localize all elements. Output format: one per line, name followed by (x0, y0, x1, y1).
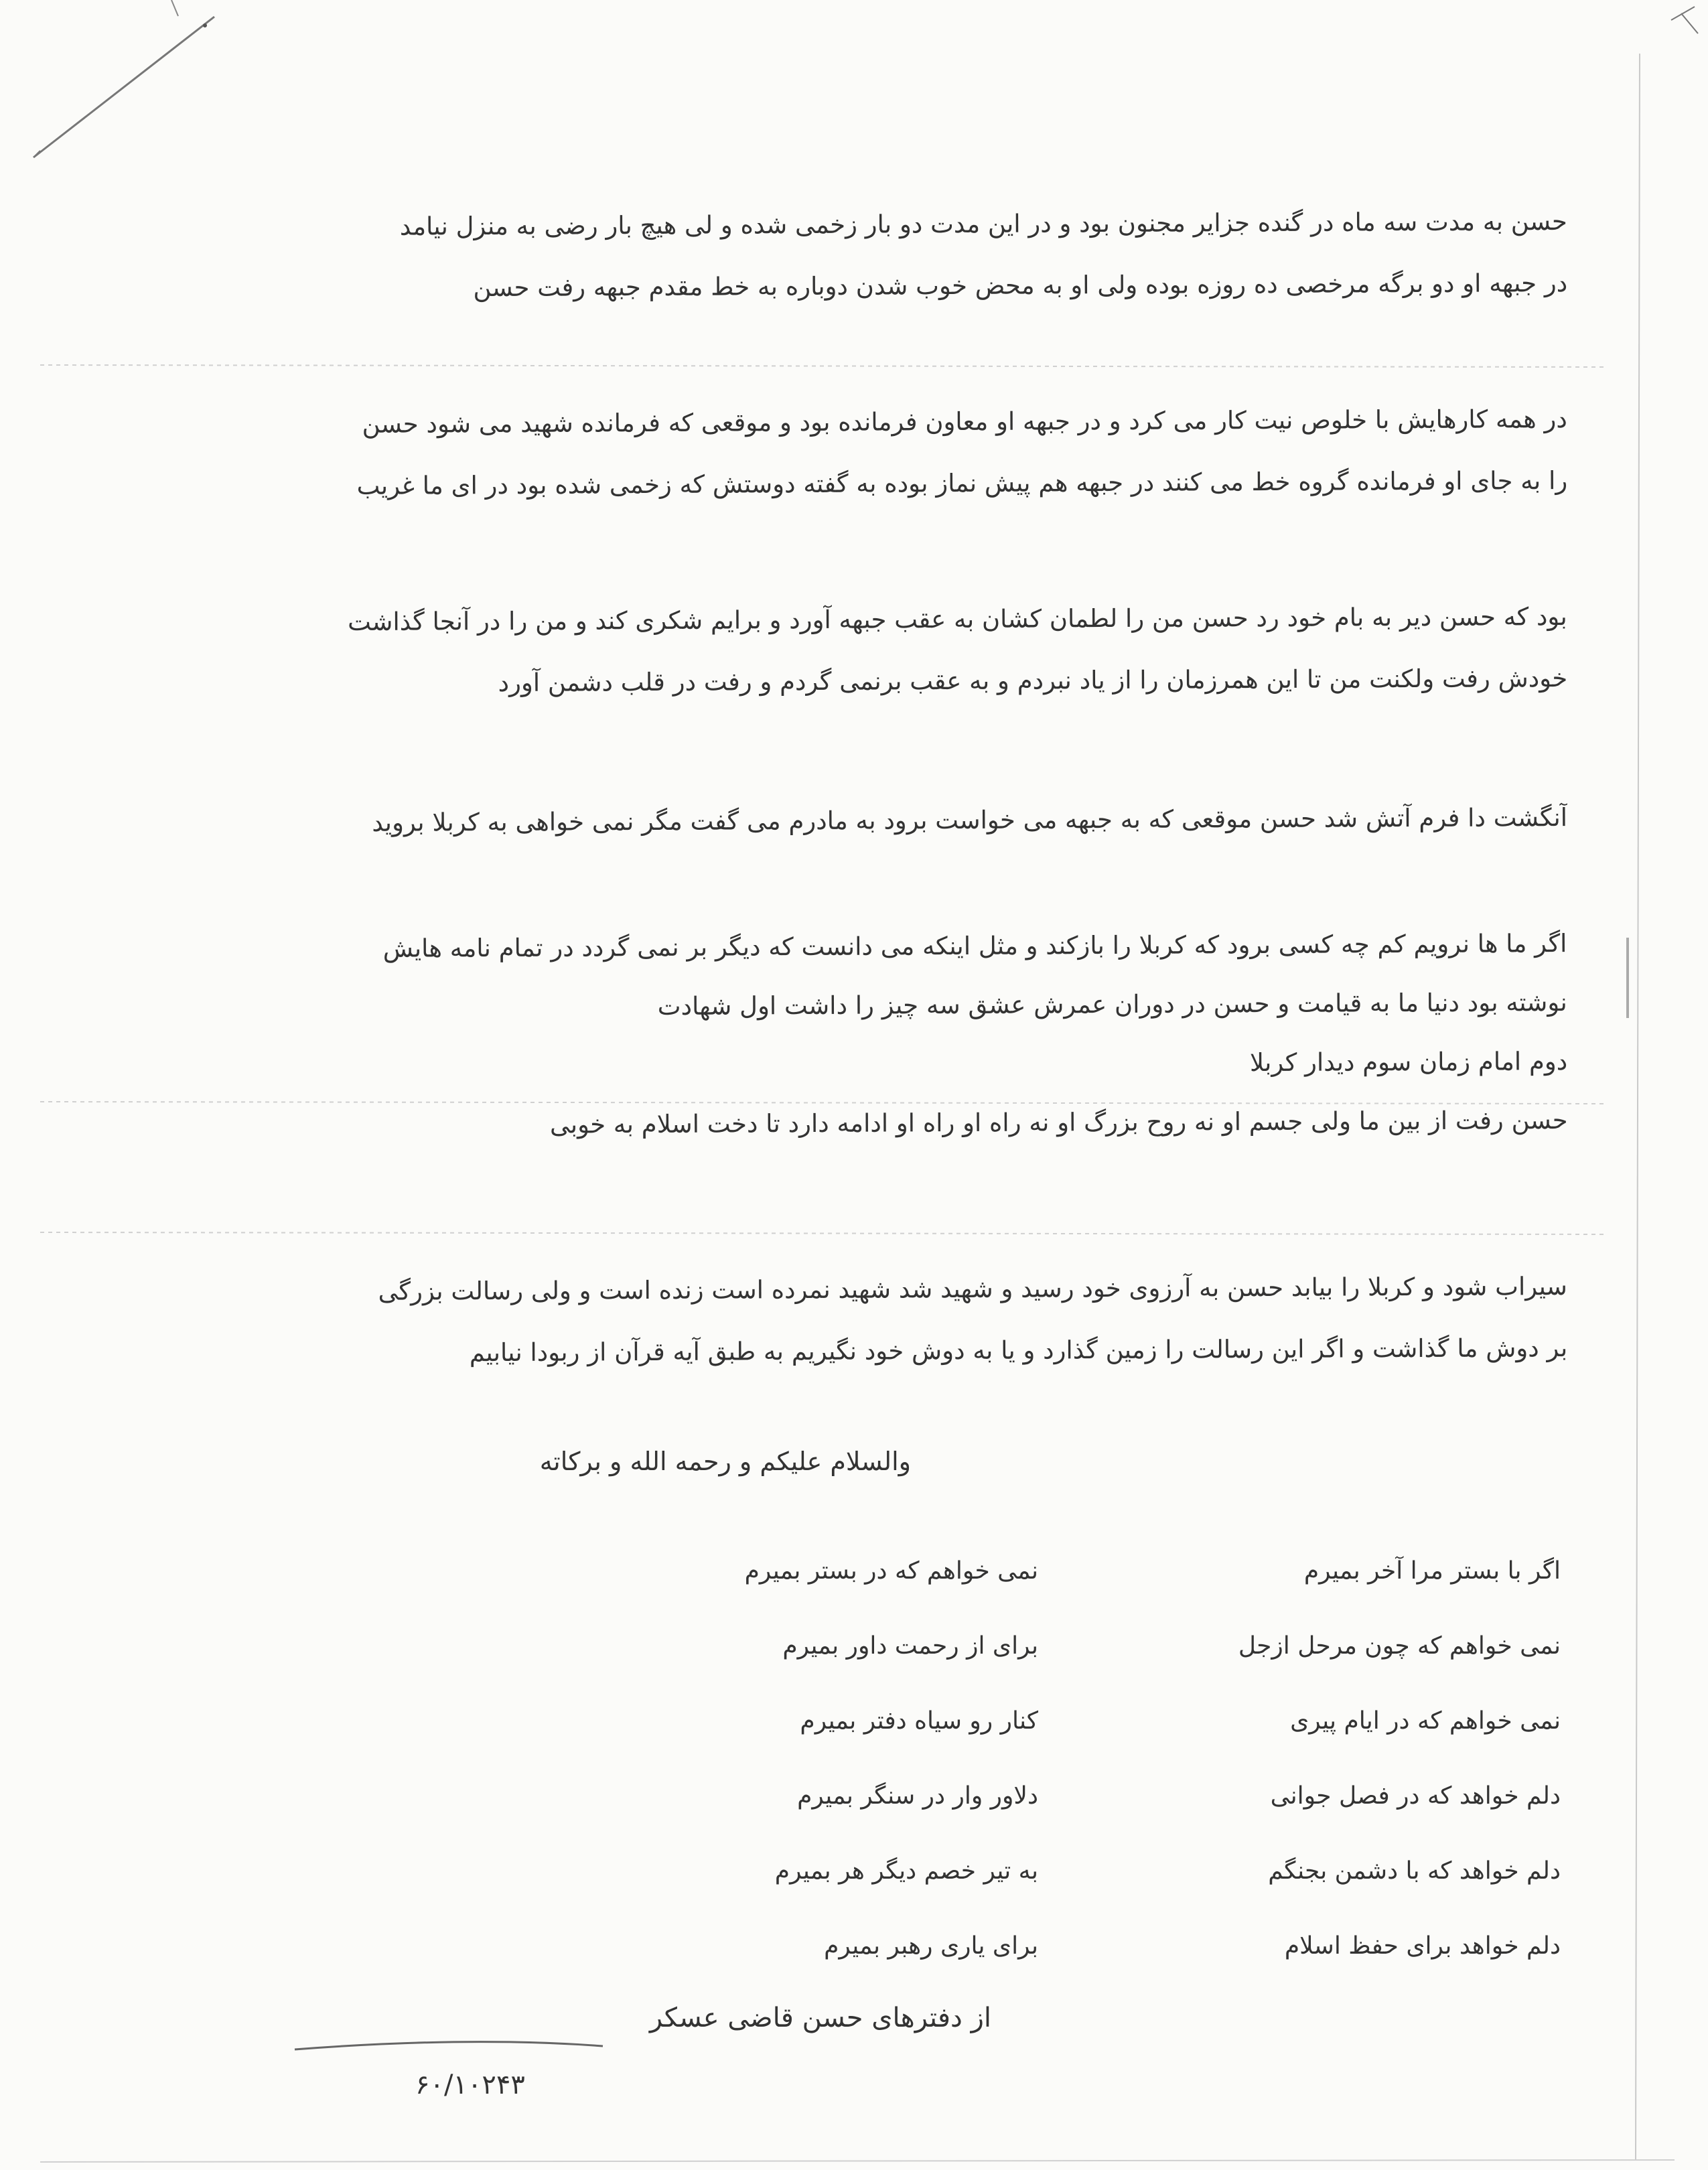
text-line: نوشته بود دنیا ما به قیامت و حسن در دوران عمرش عشق سه چیز را داشت اول شهادت (657, 988, 1567, 1021)
text-line: بر دوش ما گذاشت و اگر این رسالت را زمین گذارد و یا به دوش خود نگیریم به طبق آیه قرآن از ربودا نیابیم (469, 1333, 1568, 1368)
right-edge-line (1636, 54, 1640, 2160)
poem-verse: برای از رحمت داور بمیرم (782, 1632, 1038, 1660)
signature-line: از دفترهای حسن قاضی عسکر (649, 2003, 991, 2033)
text-line: حسن رفت از بین ما ولی جسم او نه روح بزرگ او نه راه او راه او ادامه دارد تا دخت اسلام به خوبی (549, 1106, 1568, 1139)
text-line: در همه کارهایش با خلوص نیت کار می کرد و در جبهه او معاون فرمانده بود و موقعی که فرمانده شهید می شود حسن (362, 405, 1567, 439)
text-line: در جبهه او دو برگه مرخصی ده روزه بوده ولی او به محض خوب شدن دوباره به خط مقدم جبهه رفت حسن (473, 269, 1568, 303)
poem-verse: به تیر خصم دیگر هر بمیرم (774, 1857, 1038, 1885)
poem-left-column (556, 1534, 1038, 1984)
text-line: اگر ما ها نرویم کم چه کسی برود که کربلا را بازکند و مثل اینکه می دانست که دیگر بر نمی گردد در تمام نامه هایش (382, 929, 1567, 963)
poem-verse: دلم خواهد که با دشمن بجنگم (1268, 1857, 1561, 1885)
text-line: حسن به مدت سه ماه در گنده جزایر مجنون بود و در این مدت دو بار زخمی شده و لی هیچ بار رضی به منزل نیامد (399, 207, 1567, 241)
poem-right-column (1072, 1534, 1561, 1984)
signature-flourish (295, 2042, 603, 2049)
paragraph-6 (47, 1256, 1568, 1386)
ruled-line (40, 365, 1608, 367)
text-line: آنگشت دا فرم آتش شد حسن موقعی که به جبهه می خواست برود به مادرم می گفت مگر نمی خواهی به کربلا بروید (372, 803, 1568, 837)
folded-corner-line (33, 17, 214, 157)
paragraph-3 (47, 586, 1568, 716)
paragraph-1 (47, 191, 1568, 321)
bottom-edge-line (40, 2160, 1675, 2162)
poem-verse: کنار رو سیاه دفتر بمیرم (800, 1707, 1038, 1735)
poem-verse: دلم خواهد که در فصل جوانی (1270, 1782, 1561, 1810)
poem-verse: نمی خواهم که چون مرحل ازجل (1238, 1632, 1561, 1660)
paragraph-4 (47, 787, 1567, 855)
ruled-line (40, 1232, 1608, 1234)
poem-verse: نمی خواهم که در ایام پیری (1290, 1707, 1561, 1735)
text-line: دوم امام زمان سوم دیدار کربلا (1249, 1047, 1568, 1078)
poem-verse: دلم خواهد برای حفظ اسلام (1284, 1932, 1561, 1960)
closing-salutation: والسلام علیکم و رحمه الله و برکاته (539, 1447, 911, 1476)
poem-verse: دلاور وار در سنگر بمیرم (797, 1782, 1038, 1810)
text-line: بود که حسن دیر به بام خود رد حسن من را لطمان کشان به عقب جبهه آورد و برایم شکری کند و من را در آنجا گذاشت (348, 602, 1567, 636)
paragraph-2 (47, 388, 1568, 518)
folded-corner-edge (33, 151, 40, 157)
text-line: سیراب شود و کربلا را بیابد حسن به آرزوی خود رسید و شهید شد شهید نمرده است زنده است و ولی رسالت بزرگی (378, 1272, 1567, 1306)
poem-verse: نمی خواهم که در بستر بمیرم (744, 1557, 1038, 1585)
paragraph-5 (46, 914, 1568, 1157)
poem-verse: اگر با بستر مرا آخر بمیرم (1303, 1557, 1561, 1585)
text-line: را به جای او فرمانده گروه خط می کنند در جبهه هم پیش نماز بوده به گفته دوستش که زخمی شده بود در ای ما غریب (356, 466, 1568, 500)
poem-verse: برای یاری رهبر بمیرم (824, 1932, 1038, 1960)
scan-mark-top (171, 0, 178, 16)
right-edge-scribble (1671, 7, 1698, 33)
reference-number: ۶۰/۱۰۲۴۳ (415, 2070, 525, 2100)
scan-dot (203, 23, 207, 27)
text-line: خودش رفت ولکنت من تا این همرزمان را از یاد نبردم و به عقب برنمی گردم و رفت در قلب دشمن آورد (498, 664, 1568, 698)
